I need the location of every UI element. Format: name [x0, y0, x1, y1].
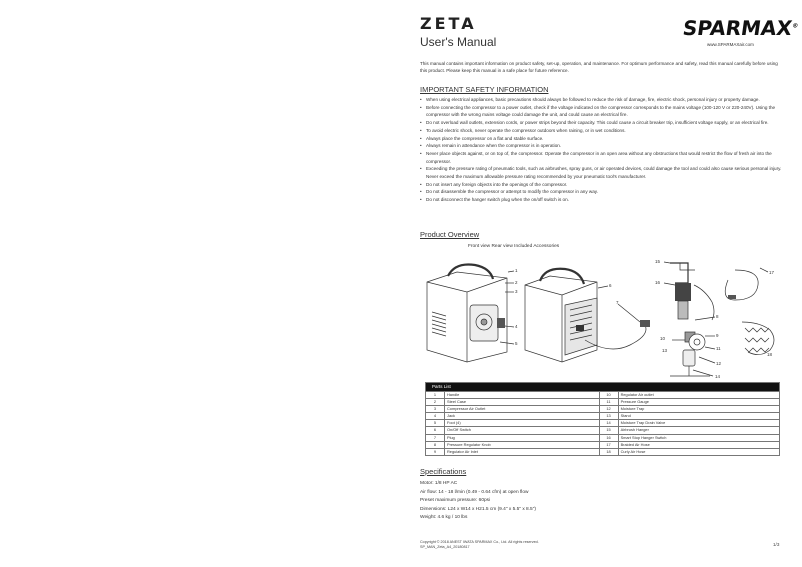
callout-7: 7 — [616, 300, 619, 305]
part-name: Moisture Trap — [618, 406, 779, 413]
table-row — [426, 441, 780, 448]
intro-paragraph: This manual contains important information on product safety, set-up, operation, and maintenance. For optimum performance and safety, read this manual carefully before using this product. Please keep this manual in a safe place for future reference. — [420, 61, 778, 73]
part-number: 13 — [599, 413, 618, 420]
part-number: 16 — [599, 434, 618, 441]
part-name: Handle — [445, 392, 600, 399]
part-name: Foot (4) — [445, 420, 600, 427]
part-name: Curly Air Hose — [618, 448, 779, 455]
part-number: 10 — [599, 392, 618, 399]
part-number: 17 — [599, 441, 618, 448]
safety-item: • Before connecting the compressor to a power outlet, check if the voltage indicated on the compressor corresponds to the mains voltage (100-120 V or 220-240V). Using the compressor with the wrong mains voltage could damage the unit, and could cause an electrical fire. — [420, 104, 785, 119]
part-number: 6 — [426, 427, 445, 434]
footer — [420, 540, 539, 550]
part-number: 8 — [426, 441, 445, 448]
overview-heading: Product Overview — [420, 230, 480, 239]
part-number: 2 — [426, 399, 445, 406]
callout-2: 2 — [515, 280, 518, 285]
table-row — [426, 427, 780, 434]
callout-15: 15 — [655, 259, 661, 264]
part-name: Compressor Air Outlet — [445, 406, 600, 413]
part-number: 11 — [599, 399, 618, 406]
part-name: Airbrush Hanger — [618, 427, 779, 434]
specifications-heading: Specifications — [420, 467, 467, 476]
callout-10: 10 — [660, 336, 666, 341]
safety-item: • Do not disassemble the compressor or attempt to modify the compressor in any way. — [420, 188, 785, 196]
front-view-drawing — [427, 264, 514, 362]
part-name: Steel Case — [445, 399, 600, 406]
parts-list-title: Parts List — [426, 383, 780, 392]
callout-14: 14 — [715, 374, 721, 379]
spec-line: Preset maximum pressure: 60psi — [420, 498, 491, 504]
safety-item: • Do not disconnect the hanger switch plug when the on/off switch is on. — [420, 196, 785, 204]
part-number: 12 — [599, 406, 618, 413]
callout-12: 12 — [716, 361, 722, 366]
part-number: 14 — [599, 420, 618, 427]
safety-item: • Do not insert any foreign objects into the openings of the compressor. — [420, 181, 785, 189]
part-name: Regulator Air Inlet — [445, 448, 600, 455]
part-name: Regulator Air outlet — [618, 392, 779, 399]
callout-13: 13 — [662, 348, 668, 353]
table-row — [426, 413, 780, 420]
part-name: Moisture Trap Drain Valve — [618, 420, 779, 427]
callout-17: 17 — [769, 270, 775, 275]
manual-title: User's Manual — [420, 35, 497, 49]
zeta-logo: ZETA — [420, 14, 477, 33]
specifications-list — [420, 480, 536, 523]
rear-view-drawing — [525, 269, 650, 362]
spec-line: Air flow: 14 - 18 l/min (0.49 - 0.64 cfm) at open flow — [420, 489, 529, 495]
copyright-text: Copyright © 2018 ANEST IWATA SPARMAX Co., Ltd. All rights reserved. — [420, 540, 539, 544]
parts-list-table — [425, 382, 780, 456]
table-row — [426, 406, 780, 413]
part-name: Pressure Regulator Knob — [445, 441, 600, 448]
callout-5: 5 — [515, 341, 518, 346]
table-row — [426, 399, 780, 406]
part-name: Smart Stop Hanger Switch — [618, 434, 779, 441]
sparmax-logo: SPARMAX® — [681, 16, 799, 40]
part-number: 15 — [599, 427, 618, 434]
safety-item: • Do not overload wall outlets, extension cords, or power strips beyond their capacity. This could cause a circuit breaker trip, insufficient voltage supply, or an electrical fire. — [420, 119, 785, 127]
part-number: 1 — [426, 392, 445, 399]
callout-9: 9 — [716, 333, 719, 338]
safety-item: • When using electrical appliances, basic precautions should always be followed to reduce the risk of damage, fire, electric shock, personal injury or property damage. — [420, 96, 785, 104]
overview-caption: Front view Rear view Included Accessories — [468, 244, 560, 249]
part-number: 7 — [426, 434, 445, 441]
table-row — [426, 420, 780, 427]
table-row — [426, 448, 780, 455]
safety-item: • Exceeding the pressure rating of pneumatic tools, such as airbrushes, spray guns, or air operated devices, could damage the tool and could also cause serious personal injury. Never exceed the maximum allowable pressure rating recommended by your pneumatic tool's manufacturer. — [420, 165, 785, 180]
part-name: Stand — [618, 413, 779, 420]
part-number: 4 — [426, 413, 445, 420]
callout-3: 3 — [515, 289, 518, 294]
callout-8: 8 — [716, 314, 719, 319]
spec-line: Dimensions: L24 x W14 x H21.5 cm (9.4" x 5.5" x 8.5") — [420, 506, 537, 512]
part-name: Plug — [445, 434, 600, 441]
callout-11: 11 — [716, 346, 721, 351]
accessories-drawing — [664, 262, 774, 376]
website-text: www.SPARMAXair.com — [707, 42, 754, 47]
safety-item: • Never place objects against, or on top of, the compressor. Operate the compressor in an open area without any obstructions that would restrict the flow of fresh air into the compressor. — [420, 150, 785, 165]
part-number: 5 — [426, 420, 445, 427]
callout-4: 4 — [515, 324, 518, 329]
callout-16: 16 — [655, 280, 661, 285]
part-name: Jack — [445, 413, 600, 420]
callout-18: 18 — [767, 352, 773, 357]
table-row — [426, 434, 780, 441]
safety-item: • Always remain in attendance when the compressor is in operation. — [420, 142, 785, 150]
part-number: 9 — [426, 448, 445, 455]
part-name: On/Off Switch — [445, 427, 600, 434]
part-name: Braided Air Hose — [618, 441, 779, 448]
safety-item: • Always place the compressor on a flat and stable surface. — [420, 135, 785, 143]
callout-6: 6 — [609, 283, 612, 288]
safety-item: • To avoid electric shock, never operate the compressor outdoors when raining, or in wet conditions. — [420, 127, 785, 135]
spec-line: Weight: 4.6 kg / 10 lbs — [420, 515, 468, 521]
table-row — [426, 392, 780, 399]
safety-heading: IMPORTANT SAFETY INFORMATION — [420, 85, 549, 94]
callout-1: 1 — [515, 268, 518, 273]
document-code: SP_MAN_Zeta_A4_20180817 — [420, 545, 470, 549]
part-number: 18 — [599, 448, 618, 455]
spec-line: Motor: 1/8 HP AC — [420, 481, 458, 486]
part-number: 3 — [426, 406, 445, 413]
part-name: Pressure Gauge — [618, 399, 779, 406]
page-number: 1/3 — [773, 542, 780, 547]
brand-name: SPARMAX — [681, 16, 794, 40]
